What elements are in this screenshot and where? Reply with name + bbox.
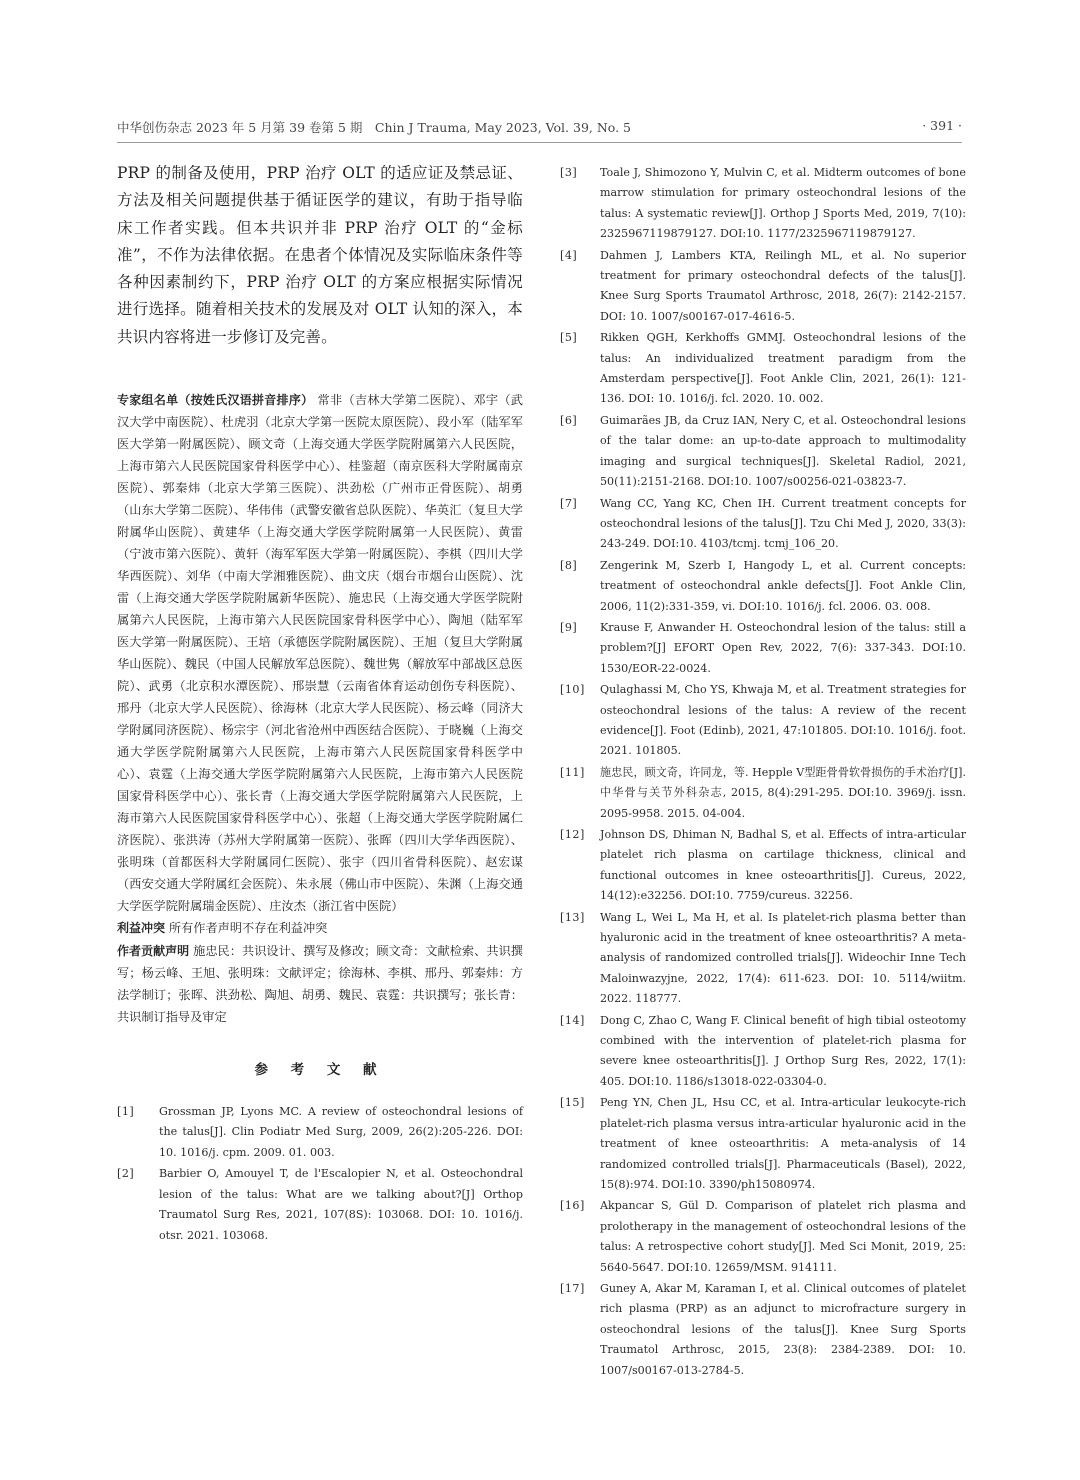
reference-list-right [560,163,966,1381]
reference-text: Barbier O, Amouyel T, de l'Escalopier N, et al. Osteochondral lesion of the talus: What are we talking about?[J] Orthop Traumatol Surg Res, 2021, 107(8S): 103068. DOI: 10. 1016/j. otsr. 2021. 103068. [159,1167,523,1242]
reference-number: [9] [560,620,578,634]
reference-number: [12] [560,828,585,841]
reference-text: Johnson DS, Dhiman N, Badhal S, et al. Effects of intra-articular platelet rich plasma on cartilage thickness, clinical and functional outcomes in knee osteoarthritis[J]. Cureus, 2022, 14(12):e32256. DOI:10. 7759/cureus. 32256. [600,828,966,903]
reference-item [560,328,966,410]
reference-text: Qulaghassi M, Cho YS, Khwaja M, et al. Treatment strategies for osteochondral lesions of the talus: A review of the recent evidence[J]. Foot (Edinb), 2021, 47:101805. DOI:10. 1016/j. foot. 2021. 101805. [600,683,966,758]
reference-number: [8] [560,558,578,572]
reference-number: [6] [560,413,578,427]
reference-item [560,1279,966,1381]
reference-text: Guimarães JB, da Cruz IAN, Nery C, et al. Osteochondral lesions of the talar dome: an up-to-date approach to multimodality imaging and surgical techniques[J]. Skeletal Radiol, 2021, 50(11):2151-2168. DOI:10. 1007/s00256-021-03823-7. [600,413,966,489]
reference-item [117,1164,523,1246]
expert-group-label: 专家组名单（按姓氏汉语拼音排序） [117,393,314,408]
reference-item [560,556,966,617]
reference-list-left [117,1102,523,1246]
right-column [560,163,966,1382]
reference-item [560,680,966,762]
contrib-label: 作者贡献声明 [117,944,190,959]
reference-item [560,908,966,1010]
conflict-of-interest [117,917,523,939]
reference-item [560,763,966,824]
reference-number: [17] [560,1281,585,1295]
reference-number: [7] [560,496,578,510]
intro-paragraph: PRP 的制备及使用，PRP 治疗 OLT 的适应证及禁忌证、方法及相关问题提供基于循证医学的建议，有助于指导临床工作者实践。但本共识并非 PRP 治疗 OLT 的“金标准”，不作为法律依据。在患者个体情况及实际临床条件等各种因素制约下，PRP 治疗 OLT 的方案应根据实际情况进行选择。随着相关技术的发展及对 OLT 认知的深入，本共识内容将进一步修订及完善。 [117,164,523,346]
reference-item [117,1102,523,1163]
reference-item [560,618,966,679]
reference-number: [4] [560,248,578,262]
reference-number: [10] [560,683,585,697]
left-column [117,160,523,1247]
reference-number: [15] [560,1096,585,1110]
references-heading: 参 考 文 献 [254,1062,386,1079]
reference-number: [14] [560,1013,585,1027]
reference-text: Zengerink M, Szerb I, Hangody L, et al. Current concepts: treatment of osteochondral ankle defects[J]. Foot Ankle Clin, 2006, 11(2):331-359, vi. DOI:10. 1016/j. fcl. 2006. 03. 008. [600,558,966,613]
reference-item [560,494,966,555]
reference-text: Dong C, Zhao C, Wang F. Clinical benefit of high tibial osteotomy combined with the intervention of platelet-rich plasma for severe knee osteoarthritis[J]. J Orthop Surg Res, 2022, 17(1): 405. DOI:10. 1186/s13018-022-03304-0. [600,1013,966,1088]
reference-text: Wang L, Wei L, Ma H, et al. Is platelet-rich plasma better than hyaluronic acid in the treatment of knee osteoarthritis? A meta-analysis of randomized controlled trials[J]. Wideochir Inne Tech Maloinwazyjne, 2022, 17(4): 611-623. DOI: 10. 5114/wiitm. 2022. 118777. [600,910,966,1006]
reference-item [560,163,966,245]
contrib-text: 施忠民：共识设计、撰写及修改；顾文奇：文献检索、共识撰写；杨云峰、王旭、张明珠：文献评定；徐海林、李棋、邢丹、郭秦炜：方法学制订；张晖、洪劲松、陶旭、胡勇、魏民、袁霆：共识撰写；张长青：共识制订指导及审定 [117,944,523,1025]
reference-text: Toale J, Shimozono Y, Mulvin C, et al. Midterm outcomes of bone marrow stimulation for primary osteochondral lesions of the talus: A systematic review[J]. Orthop J Sports Med, 2019, 7(10): 2325967119879127. DOI:10. 1177/2325967119879127. [600,166,966,241]
reference-text: Wang CC, Yang KC, Chen IH. Current treatment concepts for osteochondral lesions of the talus[J]. Tzu Chi Med J, 2020, 33(3): 243-249. DOI:10. 4103/tcmj. tcmj_106_20. [600,496,966,551]
conflict-text: 所有作者声明不存在利益冲突 [168,921,328,936]
reference-text: Rikken QGH, Kerkhoffs GMMJ. Osteochondral lesions of the talus: An individualized treatment paradigm from the Amsterdam perspective[J]. Foot Ankle Clin, 2021, 26(1): 121-136. DOI: 10. 1016/j. fcl. 2020. 10. 002. [600,331,966,406]
reference-item [560,1011,966,1093]
page-number: · 391 · [922,118,962,133]
reference-number: [1] [117,1105,135,1119]
reference-text: 施忠民，顾文奇，许同龙，等. Hepple Ⅴ型距骨骨软骨损伤的手术治疗[J]. 中华骨与关节外科杂志, 2015, 8(4):291-295. DOI:10. 3969/j. issn. 2095-9958. 2015. 04-004. [600,765,966,820]
author-contributions [117,940,523,1028]
expert-group-list [117,389,523,917]
reference-number: [11] [560,765,585,779]
running-header [117,118,962,140]
reference-number: [13] [560,910,585,924]
conflict-label: 利益冲突 [117,921,166,936]
reference-text: Peng YN, Chen JL, Hsu CC, et al. Intra-articular leukocyte-rich platelet-rich plasma versus intra-articular hyaluronic acid in the treatment of knee osteoarthritis: A meta-analysis of 14 randomized controlled trials[J]. Pharmaceuticals (Basel), 2022, 15(8):974. DOI:10. 3390/ph15080974. [600,1096,966,1191]
reference-text: Akpancar S, Gül D. Comparison of platelet rich plasma and prolotherapy in the management of osteochondral lesions of the talus: A retrospective cohort study[J]. Med Sci Monit, 2019, 25: 5640-5647. DOI:10. 12659/MSM. 914111. [600,1199,966,1274]
journal-citation: 中华创伤杂志 2023 年 5 月第 39 卷第 5 期 Chin J Trauma, May 2023, Vol. 39, No. 5 [117,120,631,135]
reference-item [560,825,966,907]
reference-text: Dahmen J, Lambers KTA, Reilingh ML, et al. No superior treatment for primary osteochondral defects of the talus[J]. Knee Surg Sports Traumatol Arthrosc, 2018, 26(7): 2142-2157. DOI: 10. 1007/s00167-017-4616-5. [600,248,966,323]
reference-item [560,246,966,328]
reference-text: Krause F, Anwander H. Osteochondral lesion of the talus: still a problem?[J] EFORT Open Rev, 2022, 7(6): 337-343. DOI:10. 1530/EOR-22-0024. [600,620,966,675]
reference-item [560,1093,966,1195]
reference-item [560,1196,966,1278]
expert-group-text: 常非（吉林大学第二医院）、邓宇（武汉大学中南医院）、杜虎羽（北京大学第一医院太原医院）、段小军（陆军军医大学第一附属医院）、顾文奇（上海交通大学医学院附属第六人民医院，上海市第六人民医院国家骨科医学中心）、桂鉴超（南京医科大学附属南京医院）、郭秦炜（北京大学第三医院）、洪劲松（广州市正骨医院）、胡勇（山东大学第二医院）、华伟伟（武警安徽省总队医院）、华英汇（复旦大学附属华山医院）、黄建华（上海交通大学医学院附属第一人民医院）、黄雷（宁波市第六医院）、黄轩（海军军医大学第一附属医院）、李棋（四川大学华西医院）、刘华（中南大学湘雅医院）、曲文庆（烟台市烟台山医院）、沈雷（上海交通大学医学院附属新华医院）、施忠民（上海交通大学医学院附属第六人民医院，上海市第六人民医院国家骨科医学中心）、陶旭（陆军军医大学第一附属医院）、王培（承德医学院附属医院）、王旭（复旦大学附属华山医院）、魏民（中国人民解放军总医院）、魏世隽（解放军中部战区总医院）、武勇（北京积水潭医院）、邢崇慧（云南省体育运动创伤专科医院）、邢丹（北京大学人民医院）、徐海林（北京大学人民医院）、杨云峰（同济大学附属同济医院）、杨宗宇（河北省沧州中西医结合医院）、于晓巍（上海交通大学医学院附属第六人民医院，上海市第六人民医院国家骨科医学中心）、袁霆（上海交通大学医学院附属第六人民医院，上海市第六人民医院国家骨科医学中心）、张长青（上海交通大学医学院附属第六人民医院，上海市第六人民医院国家骨科医学中心）、张超（上海交通大学医学院附属仁济医院）、张洪涛（苏州大学附属第一医院）、张晖（四川大学华西医院）、张明珠（首都医科大学附属同仁医院）、张宇（四川省骨科医院）、赵宏谋（西安交通大学附属红会医院）、朱永展（佛山市中医院）、朱渊（上海交通大学医学院附属瑞金医院）、庄汝杰（浙江省中医院） [117,393,523,914]
reference-number: [2] [117,1167,135,1181]
reference-number: [16] [560,1199,585,1213]
header-divider [117,142,962,143]
reference-item [560,411,966,493]
reference-number: [3] [560,166,578,179]
reference-text: Guney A, Akar M, Karaman I, et al. Clinical outcomes of platelet rich plasma (PRP) as an adjunct to microfracture surgery in osteochondral lesions of the talus[J]. Knee Surg Sports Traumatol Arthrosc, 2015, 23(8): 2384-2389. DOI: 10. 1007/s00167-013-2784-5. [600,1281,966,1377]
reference-number: [5] [560,331,578,345]
reference-text: Grossman JP, Lyons MC. A review of osteochondral lesions of the talus[J]. Clin Podiatr Med Surg, 2009, 26(2):205-226. DOI: 10. 1016/j. cpm. 2009. 01. 003. [159,1105,523,1159]
